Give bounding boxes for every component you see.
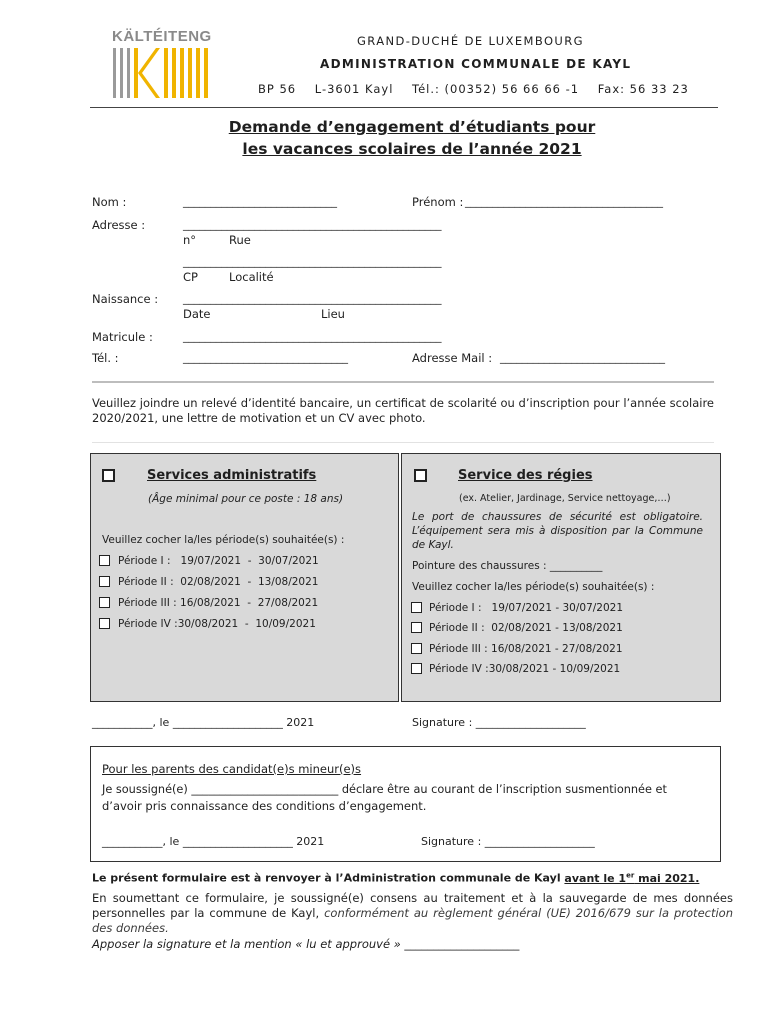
- place-date-field[interactable]: ___________, le ____________________ 2021: [92, 716, 315, 729]
- regie-services-prompt: Veuillez cocher la/les période(s) souhaitée(s) :: [412, 581, 655, 593]
- admin-services-title: Services administratifs: [147, 468, 317, 483]
- no-label: n°: [183, 233, 197, 247]
- matricule-field[interactable]: _______________________________________________: [183, 330, 442, 343]
- regie-services-title: Service des régies: [458, 468, 593, 483]
- section-rule: [92, 381, 714, 383]
- consent-italic: conformément au règlement général (UE) 2016/679 sur la protection des données.: [92, 906, 733, 935]
- return-deadline: avant le 1er mai 2021.: [564, 871, 700, 885]
- regie-period-2-checkbox[interactable]: [411, 622, 422, 633]
- admin-period-2-checkbox[interactable]: [99, 576, 110, 587]
- page-title-line2: les vacances scolaires de l’année 2021: [242, 140, 582, 158]
- naissance-field[interactable]: _______________________________________________: [183, 292, 442, 305]
- admin-period-2: Période II : 02/08/2021 - 13/08/2021: [118, 576, 319, 588]
- prenom-field[interactable]: ____________________________________: [465, 195, 663, 208]
- admin-period-3-checkbox[interactable]: [99, 597, 110, 608]
- prenom-label: Prénom :: [412, 195, 464, 209]
- regie-services-checkbox[interactable]: [414, 469, 427, 482]
- regie-period-1: Période I : 19/07/2021 - 30/07/2021: [429, 602, 624, 614]
- admin-services-checkbox[interactable]: [102, 469, 115, 482]
- admin-period-1-checkbox[interactable]: [99, 555, 110, 566]
- header-contact: BP 56 L-3601 Kayl Tél.: (00352) 56 66 66 -1 Fax: 56 33 23: [258, 82, 689, 96]
- nom-label: Nom :: [92, 195, 127, 209]
- cp-label: CP: [183, 270, 198, 284]
- regie-services-note: Le port de chaussures de sécurité est obligatoire. L’équipement sera mis à disposition par la Commune de Kayl.: [412, 511, 703, 551]
- mail-field[interactable]: ______________________________: [500, 351, 665, 364]
- regie-period-1-checkbox[interactable]: [411, 602, 422, 613]
- header-admin: ADMINISTRATION COMMUNALE DE KAYL: [320, 57, 632, 71]
- parents-line1[interactable]: Je soussigné(e) __________________________ déclare être au courant de l’inscription susmentionnée et: [102, 783, 667, 796]
- consent-normal: En soumettant ce formulaire, je soussigné(e) consens au traitement et à la sauvegarde de mes données personnelles par la commune de Kayl,: [92, 891, 733, 920]
- regie-period-4: Période IV :30/08/2021 - 10/09/2021: [429, 663, 621, 675]
- logo-wordmark: KÄLTÉITENG: [112, 28, 212, 45]
- logo-bars-icon: [112, 46, 222, 102]
- page-title-line1: Demande d’engagement d’étudiants pour: [228, 118, 596, 136]
- regie-period-2: Période II : 02/08/2021 - 13/08/2021: [429, 622, 623, 634]
- logo: [112, 28, 222, 102]
- instructions: Veuillez joindre un relevé d’identité bancaire, un certificat de scolarité ou d’inscription pour l’année scolaire 2020/2021, une lettre de motivation et un CV avec photo.: [92, 396, 714, 425]
- date-label: Date: [183, 307, 211, 321]
- nom-field[interactable]: ____________________________: [183, 195, 337, 208]
- admin-period-1: Période I : 19/07/2021 - 30/07/2021: [118, 555, 319, 567]
- regie-pointure-field[interactable]: Pointure des chaussures : __________: [412, 560, 603, 572]
- admin-services-prompt: Veuillez cocher la/les période(s) souhaitée(s) :: [102, 534, 345, 546]
- regie-period-3: Période III : 16/08/2021 - 27/08/2021: [429, 643, 623, 655]
- regie-period-3-checkbox[interactable]: [411, 643, 422, 654]
- mail-label: Adresse Mail :: [412, 351, 493, 365]
- regie-services-subtitle: (ex. Atelier, Jardinage, Service nettoyage,…): [459, 493, 671, 504]
- parents-place-date-field[interactable]: ___________, le ____________________ 2021: [102, 835, 325, 848]
- adresse-field-2[interactable]: _______________________________________________: [183, 255, 442, 268]
- regie-services-box: [401, 453, 721, 702]
- parents-signature-field[interactable]: Signature : ____________________: [421, 835, 595, 848]
- signature-field[interactable]: Signature : ____________________: [412, 716, 586, 729]
- instructions-rule: [92, 442, 714, 443]
- parents-box: [90, 746, 721, 862]
- header-country: GRAND-DUCHÉ DE LUXEMBOURG: [357, 34, 584, 48]
- admin-services-subtitle: (Âge minimal pour ce poste : 18 ans): [148, 493, 344, 505]
- adresse-label: Adresse :: [92, 218, 146, 232]
- rue-label: Rue: [229, 233, 251, 247]
- approval-line[interactable]: Apposer la signature et la mention « lu et approuvé » ____________________: [92, 937, 520, 951]
- admin-services-box: [90, 453, 399, 702]
- lieu-label: Lieu: [321, 307, 345, 321]
- localite-label: Localité: [229, 270, 274, 284]
- admin-period-3: Période III : 16/08/2021 - 27/08/2021: [118, 597, 319, 609]
- adresse-field-1[interactable]: _______________________________________________: [183, 218, 442, 231]
- naissance-label: Naissance :: [92, 292, 159, 306]
- tel-label: Tél. :: [92, 351, 119, 365]
- tel-field[interactable]: ______________________________: [183, 351, 348, 364]
- consent-text: [92, 891, 733, 936]
- parents-heading: Pour les parents des candidat(e)s mineur(e)s: [102, 762, 362, 776]
- return-notice-main: Le présent formulaire est à renvoyer à l’Administration communale de Kayl: [92, 871, 565, 885]
- header-rule: [90, 107, 718, 108]
- parents-line2: d’avoir pris connaissance des conditions d’engagement.: [102, 799, 427, 813]
- admin-period-4-checkbox[interactable]: [99, 618, 110, 629]
- return-notice: [92, 868, 699, 886]
- admin-period-4: Période IV :30/08/2021 - 10/09/2021: [118, 618, 316, 630]
- matricule-label: Matricule :: [92, 330, 153, 344]
- regie-period-4-checkbox[interactable]: [411, 663, 422, 674]
